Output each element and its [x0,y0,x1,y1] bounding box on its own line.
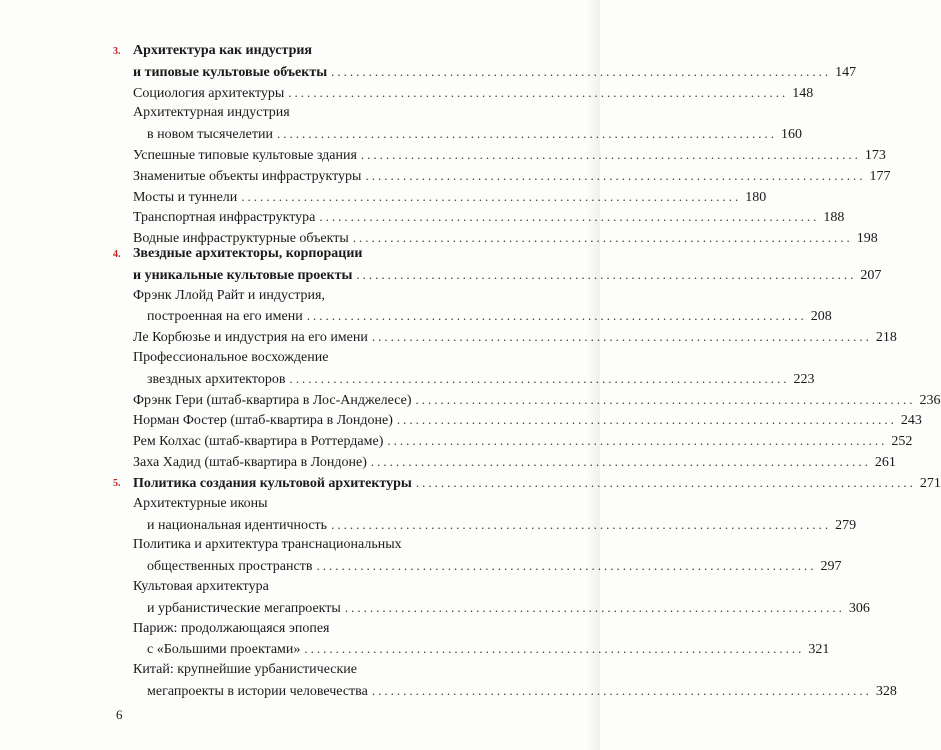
toc-page-number: 173 [864,148,886,163]
toc-entry-line [0,368,815,390]
toc-chapter-line [0,472,941,494]
toc-page-number: 223 [793,371,815,387]
toc-entry-title: Социология архитектуры [133,85,285,101]
toc-entry-title: Культовая архитектура [133,579,269,594]
toc-entry-title: Заха Хадид (штаб-квартира в Лондоне) [133,455,367,470]
toc-entry-title: Фрэнк Ллойд Райт и индустрия, [133,287,325,303]
toc-chapter-line [0,40,600,62]
dot-leader: ................................................................................ [356,266,857,282]
toc-page-number: 279 [835,517,857,533]
toc-entry-title: мегапроекты в истории человечества [147,684,368,699]
toc-entry-title: Архитектурные иконы [133,495,268,511]
toc-entry-title: Звездные архитекторы, корпорации [133,246,363,261]
toc-entry-title: и урбанистические мегапроекты [147,600,341,616]
toc-entry-title: и национальная идентичность [147,517,328,533]
toc-entry-title: Норман Фостер (штаб-квартира в Лондоне) [133,413,393,429]
toc-entry-title: Париж: продолжающаяся эпопея [133,620,330,636]
toc-entry-title: построенная на его имени [147,309,303,325]
dot-leader: ................................................................................ [370,454,871,469]
toc-entry-line [0,618,600,640]
toc-page-number: 306 [848,600,870,616]
toc-entry-title: Фрэнк Гери (штаб-квартира в Лос-Анджелесе) [133,392,412,408]
toc-page-number: 208 [810,309,832,325]
page-number: 6 [116,707,123,722]
toc-entry-line [0,576,600,598]
toc-entry-line [0,285,600,307]
toc-page-number: 147 [835,64,857,80]
dot-leader: ................................................................................ [365,167,866,183]
chapter-number: 3. [113,46,121,57]
toc-chapter-line [0,264,882,286]
toc-entry-title: Профессиональное восхождение [133,350,329,365]
dot-leader: ................................................................................ [276,126,777,142]
toc-entry-title: Архитектурная индустрия [133,105,290,121]
toc-entry-title: Политика и архитектура транснациональных [133,537,402,553]
dot-leader: ................................................................................ [288,84,789,100]
toc-page-number: 236 [919,392,941,408]
toc-page-number: 271 [919,476,941,491]
toc-page-number: 218 [875,330,897,346]
toc-entry-line [0,409,922,431]
toc-entry-line [0,326,897,348]
toc-page-number: 297 [820,559,842,575]
toc-entry-line [0,102,600,124]
toc-entry-line [0,638,830,660]
toc-entry-line [0,389,941,411]
dot-leader: ................................................................................ [319,209,820,225]
dot-leader: ................................................................................ [306,308,807,324]
toc-entry-line [0,206,845,228]
toc-page-number: 160 [780,127,802,143]
dot-leader: ................................................................................ [387,433,888,449]
toc-entry-title: звездных архитекторов [147,371,286,387]
toc-entry-line [0,144,886,166]
toc-page-number: 252 [891,434,913,450]
toc-entry-line [0,186,767,208]
toc-entry-line [0,555,842,577]
dot-leader: ................................................................................ [331,63,832,79]
toc-entry-line [0,165,891,187]
dot-leader: ................................................................................ [241,188,742,204]
toc-page-number: 261 [874,455,896,470]
dot-leader: ................................................................................ [304,641,805,657]
toc-entry-line [0,534,600,556]
toc-page-number: 188 [823,210,845,226]
toc-entry-line [0,347,600,369]
toc-entry-line [0,430,913,452]
toc-entry-line [0,451,896,473]
toc-page-number: 207 [860,267,882,283]
toc-page-number: 148 [792,85,814,101]
toc-entry-title: Водные инфраструктурные объекты [133,231,349,247]
toc-entry-title: Ле Корбюзье и индустрия на его имени [133,330,368,346]
toc-entry-line [0,597,870,619]
toc-entry-title: и типовые культовые объекты [133,64,328,80]
dot-leader: ................................................................................ [396,412,897,428]
toc-entry-title: с «Большими проектами» [147,642,301,658]
dot-leader: ................................................................................ [289,370,790,386]
toc-page-number: 177 [869,168,891,184]
toc-entry-title: Рем Колхас (штаб-квартира в Роттердаме) [133,434,384,450]
toc-page-number: 180 [745,189,767,205]
dot-leader: ................................................................................ [344,599,845,615]
toc-entry-title: и уникальные культовые проекты [133,267,353,283]
toc-page-number: 328 [875,684,897,699]
dot-leader: ................................................................................ [352,230,853,246]
toc-page-number: 198 [856,231,878,247]
chapter-number: 5. [113,478,121,489]
dot-leader: ................................................................................ [371,683,872,698]
toc-page-number: 321 [808,642,830,658]
dot-leader: ................................................................................ [415,391,916,407]
dot-leader: ................................................................................ [371,329,872,345]
toc-entry-line [0,659,600,681]
dot-leader: ................................................................................ [331,516,832,532]
toc-entry-line [0,305,832,327]
toc-entry-title: общественных пространств [147,559,313,575]
toc-entry-title: Политика создания культовой архитектуры [133,476,412,491]
dot-leader: ................................................................................ [360,147,861,162]
toc-entry-title: в новом тысячелетии [147,127,273,143]
toc-entry-title: Мосты и туннели [133,189,238,205]
toc-page-number: 243 [900,413,922,429]
toc-entry-title: Китай: крупнейшие урбанистические [133,662,357,678]
toc-entry-line [0,514,857,536]
toc-entry-line [0,82,814,104]
toc-chapter-line [0,61,857,83]
dot-leader: ................................................................................ [415,475,916,490]
toc-entry-title: Знаменитые объекты инфраструктуры [133,168,362,184]
dot-leader: ................................................................................ [316,558,817,574]
toc-entry-title: Транспортная инфраструктура [133,210,316,226]
toc-chapter-line [0,243,600,265]
toc-entry-line [0,680,897,702]
toc-entry-title: Архитектура как индустрия [133,43,312,58]
chapter-number: 4. [113,249,121,260]
toc-entry-title: Успешные типовые культовые здания [133,148,357,163]
toc-entry-line [0,493,600,515]
toc-entry-line [0,123,802,145]
